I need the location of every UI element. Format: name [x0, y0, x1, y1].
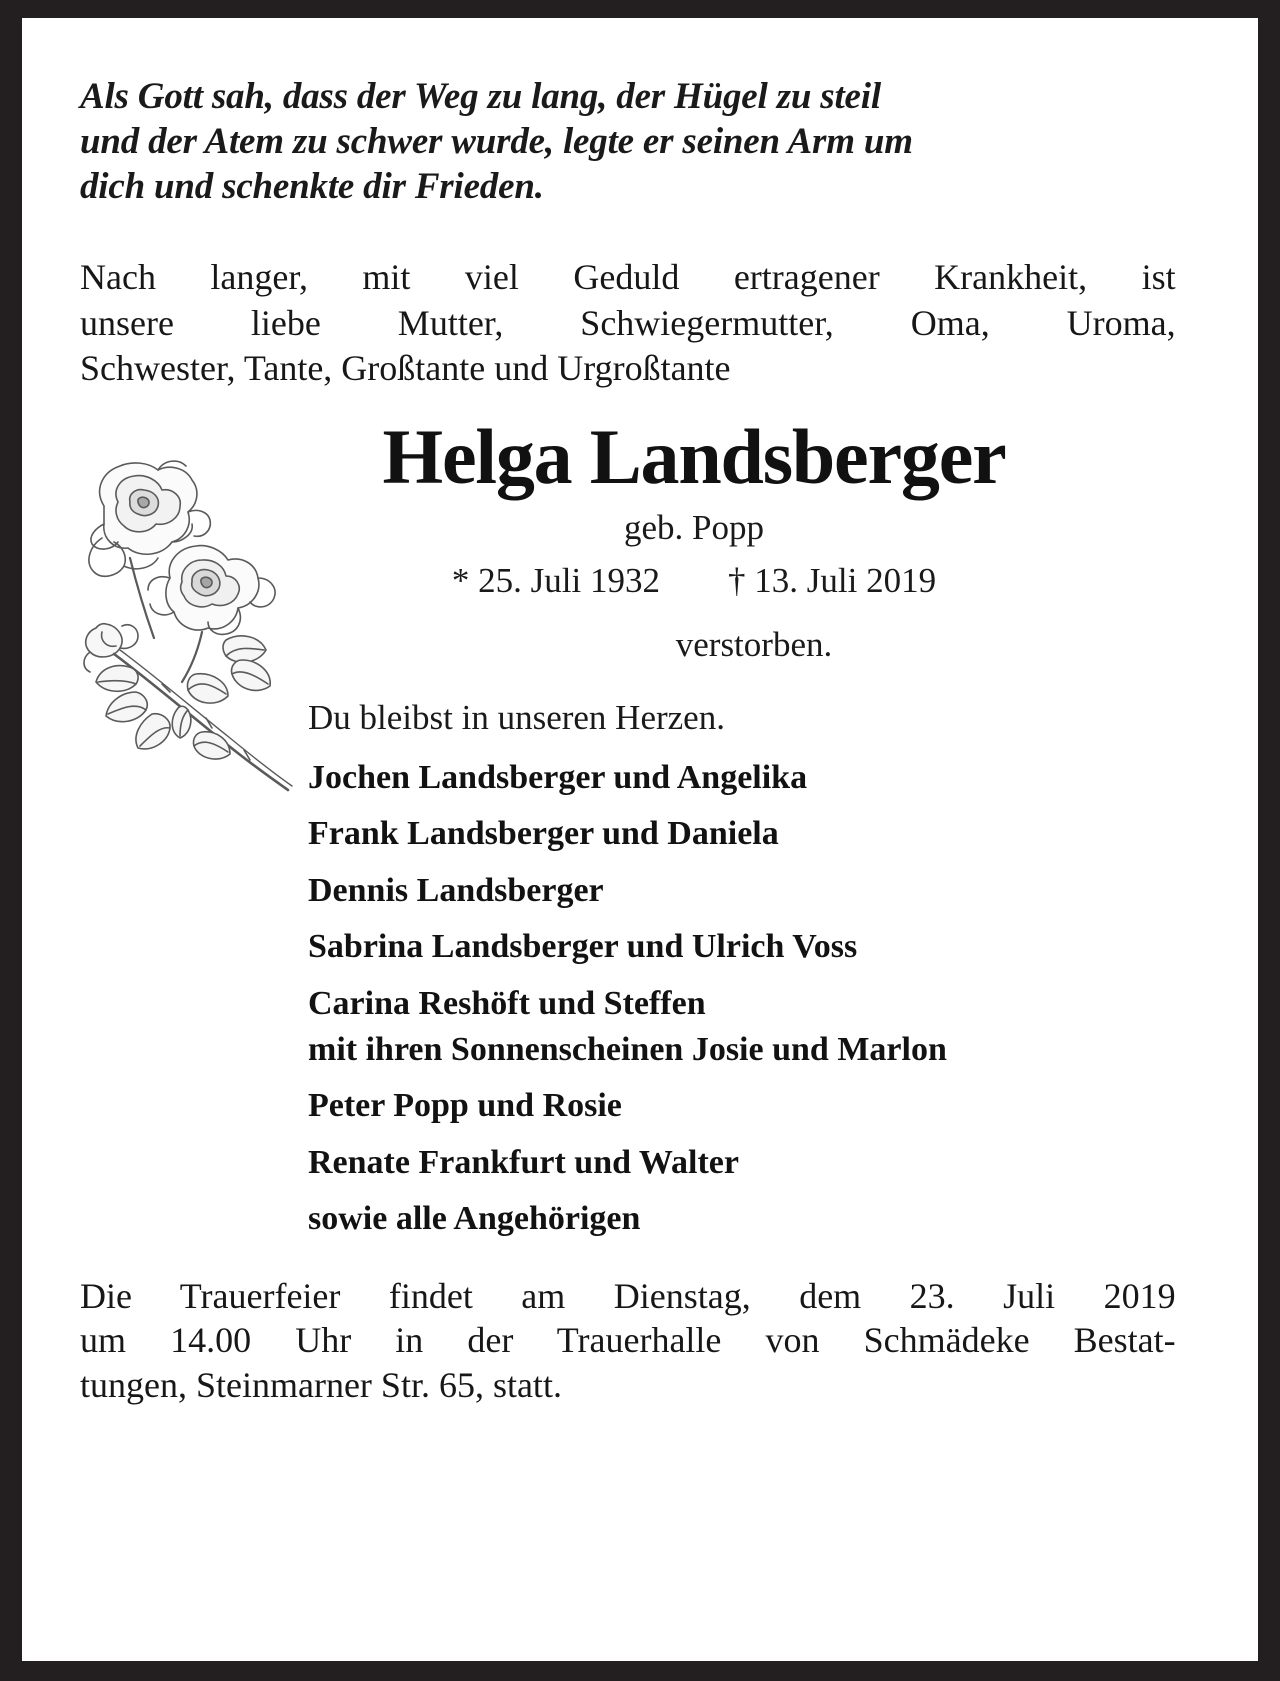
- in-our-hearts-text: Du bleibst in unseren Herzen.: [308, 697, 725, 737]
- funeral-line-3: tungen, Steinmarner Str. 65, statt.: [80, 1364, 562, 1405]
- funeral-line-2: um 14.00 Uhr in der Trauerhalle von Schmädeke Bestat-: [80, 1320, 1176, 1361]
- mourner-line: Carina Reshöft und Steffen: [308, 984, 706, 1022]
- deceased-full-name: Helga Landsberger: [382, 413, 1006, 501]
- funeral-line-1: Die Trauerfeier findet am Dienstag, dem 23. Juli 2019: [80, 1275, 1176, 1316]
- mourner-line: sowie alle Angehörigen: [308, 1200, 641, 1238]
- intro-paragraph: [80, 255, 1176, 391]
- death-date: † 13. Juli 2019: [728, 560, 937, 600]
- mourner-line: Sabrina Landsberger und Ulrich Voss: [308, 928, 858, 966]
- obituary-card: [22, 18, 1258, 1661]
- verse-line-1: Als Gott sah, dass der Weg zu lang, der Hügel zu steil: [80, 76, 881, 117]
- intro-line-3: Schwester, Tante, Großtante und Urgroßtante: [80, 348, 731, 389]
- mourners-block: [80, 699, 1198, 1238]
- deceased-maiden-name: geb. Popp: [624, 508, 764, 547]
- mourner-line: Peter Popp und Rosie: [308, 1087, 622, 1125]
- funeral-service-details: [80, 1274, 1176, 1408]
- mourner-line: Dennis Landsberger: [308, 871, 604, 909]
- verse-line-2: und der Atem zu schwer wurde, legte er seinen Arm um: [80, 121, 913, 163]
- mourner-line: Frank Landsberger und Daniela: [308, 815, 779, 853]
- intro-line-1: Nach langer, mit viel Geduld ertragener Krankheit, ist: [80, 257, 1176, 298]
- verse-line-3: dich und schenkte dir Frieden.: [80, 166, 544, 208]
- birth-date: * 25. Juli 1932: [451, 560, 660, 600]
- memorial-verse: [80, 74, 1164, 209]
- deceased-name-block: [80, 413, 1198, 664]
- mourner-line: Jochen Landsberger und Angelika: [308, 759, 808, 796]
- mourner-line: mit ihren Sonnenscheinen Josie und Marlon: [308, 1030, 947, 1068]
- intro-line-2: unsere liebe Mutter, Schwiegermutter, Oma, Uroma,: [80, 302, 1176, 343]
- deceased-status: verstorben.: [675, 625, 833, 664]
- life-dates-row: [190, 562, 1198, 601]
- mourner-line: Renate Frankfurt und Walter: [308, 1143, 739, 1181]
